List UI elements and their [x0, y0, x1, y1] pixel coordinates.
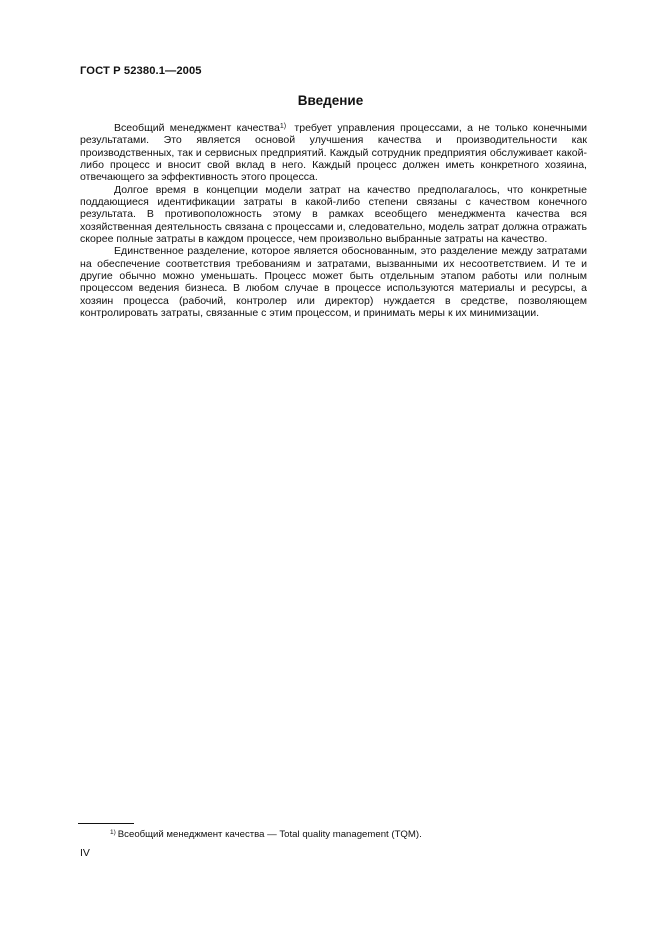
paragraph-2: Долгое время в концепции модели затрат на качество предполагалось, что конкретные поддающиеся идентификации затраты в какой-либо степени связаны с качеством конечного результата. В противоположность этому в рамках всеобщего менеджмента качества вся хозяйственная деятельность связана с процессами и, следовательно, модель затрат должна отражать скорее полные затраты в каждом процессе, чем произвольно выбранные затраты на качество. — [80, 183, 587, 246]
body-text — [80, 122, 587, 320]
footnote-text: Всеобщий менеджмент качества — Total quality management (TQM). — [117, 829, 422, 840]
page-number: IV — [80, 847, 90, 859]
footnote-separator — [78, 823, 134, 825]
footnote-reference[interactable]: 1) — [279, 123, 287, 130]
paragraph-1 — [80, 122, 587, 184]
paragraph-1-lead: Всеобщий менеджмент качества — [114, 122, 280, 134]
footnote-marker: 1) — [110, 829, 116, 836]
footnote — [110, 829, 422, 840]
section-title: Введение — [297, 93, 364, 108]
paragraph-1-rest: требует управления процессами, а не только конечными результатами. Это является основой улучшения качества и производительности как производственных, так и сервисных предприятий. Каждый сотрудник предприятия обслуживает какой-либо процесс и вносит свой вклад в него. Каждый процесс должен иметь конкретного хозяина, отвечающего за эффективность этого процесса. — [80, 122, 587, 184]
document-header-gost-number: ГОСТ Р 52380.1—2005 — [80, 65, 202, 77]
paragraph-3: Единственное разделение, которое является обоснованным, это разделение между затратами на обеспечение соответствия требованиям и затратами, вызванными их несоответствием. И те и другие обычно можно уменьшать. Процесс может быть отдельным этапом работы или полным процессом ведения бизнеса. В любом случае в процессе используются материалы и ресурсы, а хозяин процесса (рабочий, контролер или директор) нуждается в средстве, позволяющем контролировать затраты, связанные с этим процессом, и принимать меры к их минимизации. — [80, 245, 587, 320]
